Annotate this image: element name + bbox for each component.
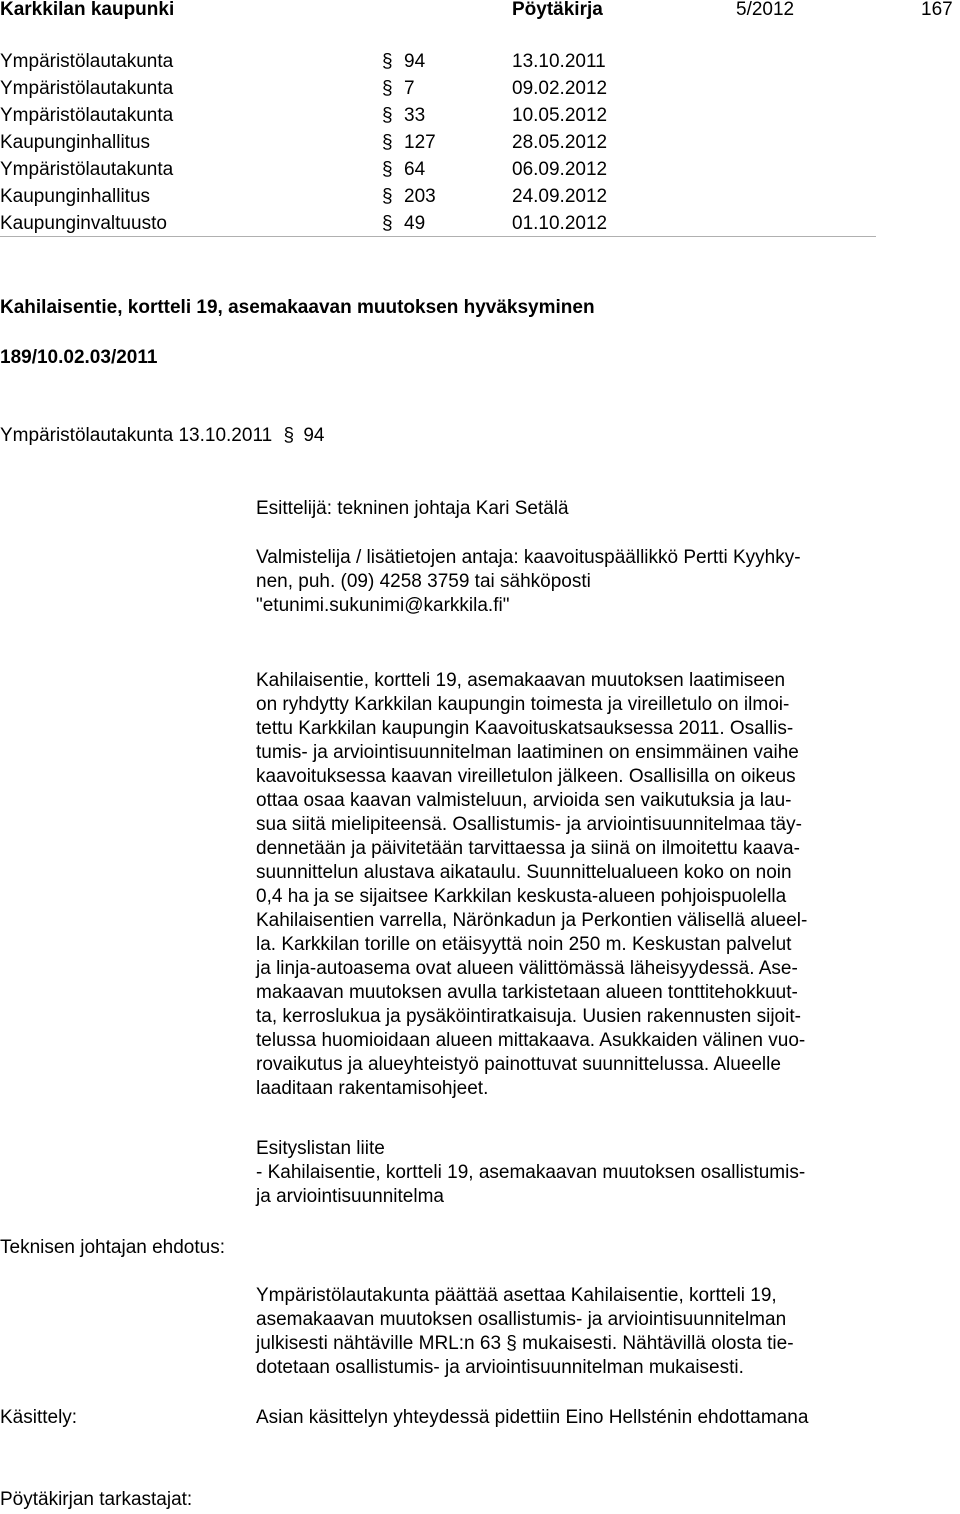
body-line: 0,4 ha ja se sijaitsee Karkkilan keskusta-alueen pohjoispuolella <box>256 886 787 907</box>
section-sign-icon: § <box>382 159 393 180</box>
history-section-number: 203 <box>404 186 436 207</box>
municipality-name: Karkkilan kaupunki <box>0 0 175 20</box>
page-number: 167 <box>921 0 953 20</box>
body-line: on ryhdytty Karkkilan kaupungin toimesta ja vireilletulo on ilmoi- <box>256 694 790 715</box>
history-divider <box>0 236 876 237</box>
section-sign-icon: § <box>382 78 393 99</box>
section-sign-icon: § <box>283 425 295 446</box>
history-row <box>0 157 700 184</box>
history-body: Ympäristölautakunta <box>0 78 174 99</box>
history-body: Kaupunginvaltuusto <box>0 213 167 234</box>
meeting-section-number: 94 <box>303 425 325 446</box>
history-date: 09.02.2012 <box>512 78 608 99</box>
history-row <box>0 211 700 238</box>
body-line: tettu Karkkilan kaupungin Kaavoituskatsauksessa 2011. Osallis- <box>256 718 794 739</box>
preparation-body <box>256 669 876 1101</box>
proposal-line: dotetaan osallistumis- ja arviointisuunnitelman mukaisesti. <box>256 1357 744 1378</box>
section-sign-icon: § <box>382 51 393 72</box>
body-line: suunnittelun alustava aikataulu. Suunnittelualueen koko on noin <box>256 862 792 883</box>
history-row <box>0 184 700 211</box>
history-row <box>0 49 700 76</box>
history-date: 06.09.2012 <box>512 159 608 180</box>
reviewers-label: Pöytäkirjan tarkastajat: <box>0 1489 193 1510</box>
preparer-block <box>256 546 876 618</box>
attachment-line: - Kahilaisentie, kortteli 19, asemakaavan muutoksen osallistumis- <box>256 1162 806 1183</box>
attachment-block <box>256 1137 876 1209</box>
history-section-number: 33 <box>404 105 426 126</box>
record-number: 189/10.02.03/2011 <box>0 347 158 368</box>
presenter: Esittelijä: tekninen johtaja Kari Setälä <box>256 498 569 519</box>
history-row <box>0 130 700 157</box>
body-line: ja linja-autoasema ovat alueen välittömässä läheisyydessä. Ase- <box>256 958 798 979</box>
history-section-number: 49 <box>404 213 426 234</box>
body-line: la. Karkkilan torille on etäisyyttä noin 250 m. Keskustan palvelut <box>256 934 792 955</box>
section-sign-icon: § <box>382 132 393 153</box>
history-section-number: 94 <box>404 51 426 72</box>
attachment-heading: Esityslistan liite <box>256 1138 385 1159</box>
preparer-line: "etunimi.sukunimi@karkkila.fi" <box>256 595 510 616</box>
history-body: Ympäristölautakunta <box>0 159 174 180</box>
body-line: laaditaan rakentamisohjeet. <box>256 1078 489 1099</box>
section-sign-icon: § <box>382 213 393 234</box>
body-line: ottaa osaa kaavan valmisteluun, arvioida sen vaikutuksia ja lau- <box>256 790 792 811</box>
body-line: sua siitä mielipiteensä. Osallistumis- ja arviointisuunnitelmaa täy- <box>256 814 802 835</box>
history-body: Ympäristölautakunta <box>0 105 174 126</box>
body-line: ta, kerroslukua ja pysäköintiratkaisuja. Uusien rakennusten sijoit- <box>256 1006 801 1027</box>
history-body: Kaupunginhallitus <box>0 186 151 207</box>
section-sign-icon: § <box>382 105 393 126</box>
history-date: 28.05.2012 <box>512 132 608 153</box>
history-date: 01.10.2012 <box>512 213 608 234</box>
item-title: Kahilaisentie, kortteli 19, asemakaavan muutoksen hyväksyminen <box>0 297 595 318</box>
issue-number: 5/2012 <box>736 0 795 20</box>
proposal-line: Ympäristölautakunta päättää asettaa Kahilaisentie, kortteli 19, <box>256 1285 777 1306</box>
body-line: Kahilaisentien varrella, Närönkadun ja Perkontien välisellä alueel- <box>256 910 808 931</box>
body-line: makaavan muutoksen avulla tarkistetaan alueen tonttitehokkuut- <box>256 982 798 1003</box>
document-type: Pöytäkirja <box>512 0 603 20</box>
history-section-number: 64 <box>404 159 426 180</box>
proposal-line: asemakaavan muutoksen osallistumis- ja arviointisuunnitelman <box>256 1309 787 1330</box>
section-sign-icon: § <box>382 186 393 207</box>
history-section-number: 127 <box>404 132 436 153</box>
preparer-line: Valmistelija / lisätietojen antaja: kaavoituspäällikkö Pertti Kyyhky- <box>256 547 801 568</box>
body-line: tumis- ja arviointisuunnitelman laatiminen on ensimmäinen vaihe <box>256 742 799 763</box>
proposal-block <box>256 1284 876 1380</box>
body-line: telussa huomioidaan alueen mittakaava. Asukkaiden välinen vuo- <box>256 1030 806 1051</box>
body-line: Kahilaisentie, kortteli 19, asemakaavan muutoksen laatimiseen <box>256 670 786 691</box>
history-section-number: 7 <box>404 78 415 99</box>
history-body: Ympäristölautakunta <box>0 51 174 72</box>
history-body: Kaupunginhallitus <box>0 132 151 153</box>
handling-label: Käsittely: <box>0 1407 78 1428</box>
proposal-label: Teknisen johtajan ehdotus: <box>0 1237 225 1258</box>
history-row <box>0 76 700 103</box>
body-line: kaavoituksessa kaavan vireilletulon jälkeen. Osallisilla on oikeus <box>256 766 796 787</box>
body-line: dennetään ja päivitetään tarvittaessa ja siinä on ilmoitettu kaava- <box>256 838 800 859</box>
meeting-line <box>0 424 324 448</box>
meeting-body-date: Ympäristölautakunta 13.10.2011 <box>0 425 273 446</box>
history-date: 10.05.2012 <box>512 105 608 126</box>
preparer-line: nen, puh. (09) 4258 3759 tai sähköposti <box>256 571 591 592</box>
history-row <box>0 103 700 130</box>
history-date: 24.09.2012 <box>512 186 608 207</box>
attachment-line: ja arviointisuunnitelma <box>256 1186 444 1207</box>
history-date: 13.10.2011 <box>512 51 606 72</box>
handling-text: Asian käsittelyn yhteydessä pidettiin Eino Hellsténin ehdottamana <box>256 1407 809 1428</box>
proposal-line: julkisesti nähtäville MRL:n 63 § mukaisesti. Nähtävillä olosta tie- <box>256 1333 794 1354</box>
body-line: rovaikutus ja alueyhteistyö painottuvat suunnittelussa. Alueelle <box>256 1054 781 1075</box>
